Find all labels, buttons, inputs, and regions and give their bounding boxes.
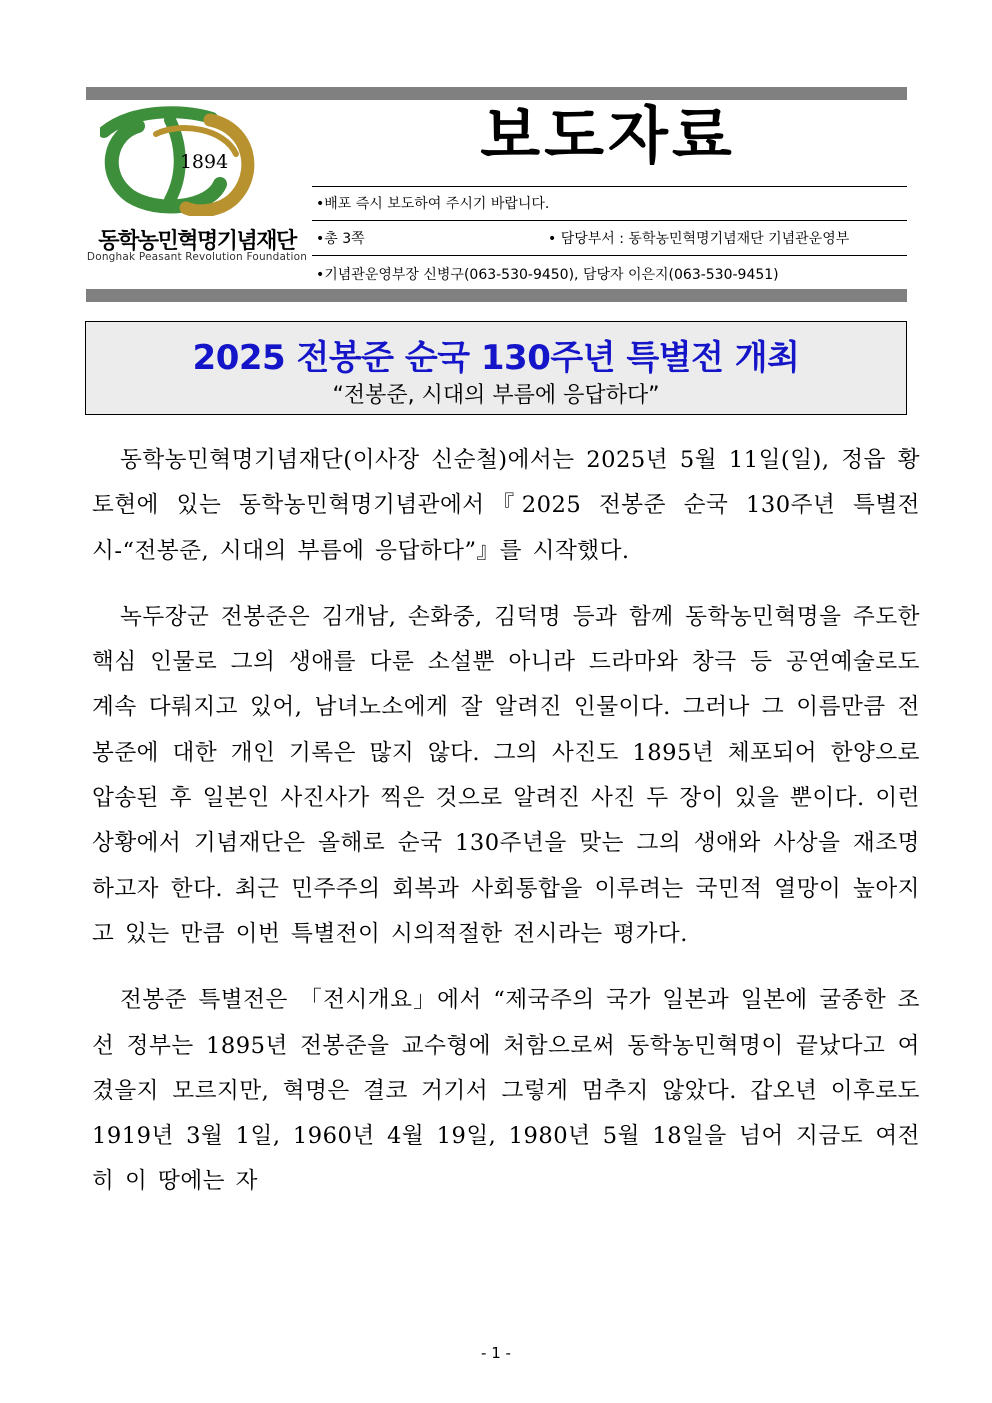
paragraph: 동학농민혁명기념재단(이사장 신순철)에서는 2025년 5월 11일(일), 정읍 황토현에 있는 동학농민혁명기념관에서『2025 전봉준 순국 130주년 특별전시-“전봉준, 시대의 부름에 응답하다”』를 시작했다. [92,447,920,564]
paragraph: 전봉준 특별전은 「전시개요」에서 “제국주의 국가 일본과 일본에 굴종한 조선 정부는 1895년 전봉준을 교수형에 처함으로써 동학농민혁명이 끝났다고 여겼을지 모르지만, 혁명은 결코 거기서 그렇게 멈추지 않았다. 갑오년 이후로도 1919년 3월 1일, 1960년 4월 19일, 1980년 5월 18일을 넘어 지금도 여전히 이 땅에는 자 [92,987,920,1195]
header-bottom-bar [86,289,907,302]
org-name-ko: 동학농민혁명기념재단 [98,229,296,254]
headline-box [85,321,907,415]
header-divider [312,186,907,187]
paragraph: 녹두장군 전봉준은 김개남, 손화중, 김덕명 등과 함께 동학농민혁명을 주도한 핵심 인물로 그의 생애를 다룬 소설뿐 아니라 드라마와 창극 등 공연예술로도 계속 다뤄지고 있어, 남녀노소에게 잘 알려진 인물이다. 그러나 그 이름만큼 전봉준에 대한 개인 기록은 많지 않다. 그의 사진도 1895년 체포되어 한양으로 압송된 후 일본인 사진사가 찍은 것으로 알려진 사진 두 장이 있을 뿐이다. 이런 상황에서 기념재단은 올해로 순국 130주년을 맞는 그의 생애와 사상을 재조명하고자 한다. 최근 민주주의 회복과 사회통합을 이루려는 국민적 열망이 높아지고 있는 만큼 이번 특별전이 시의적절한 전시라는 평가다. [92,603,920,947]
header-divider [312,220,907,221]
department-info: • 담당부서 : 동학농민혁명기념재단 기념관운영부 [548,231,850,247]
page-title: 보도자료 [480,99,736,172]
headline-title: 2025 전봉준 순국 130주년 특별전 개최 [192,338,800,378]
logo-year: 1894 [179,151,229,173]
header-divider [312,255,907,256]
headline-subtitle: “전봉준, 시대의 부름에 응답하다” [332,383,660,408]
foundation-logo [86,104,308,264]
release-notice: •배포 즉시 보도하여 주시기 바랍니다. [316,196,550,212]
logo-emblem-icon [100,104,270,216]
org-name-en: Donghak Peasant Revolution Foundation [86,251,308,263]
contact-info: •기념관운영부장 신병구(063-530-9450), 담당자 이은지(063-530-9451) [316,267,779,283]
article-body [92,438,920,1226]
page-number: - 1 - [481,1344,511,1362]
page-count: •총 3쪽 [316,231,365,247]
